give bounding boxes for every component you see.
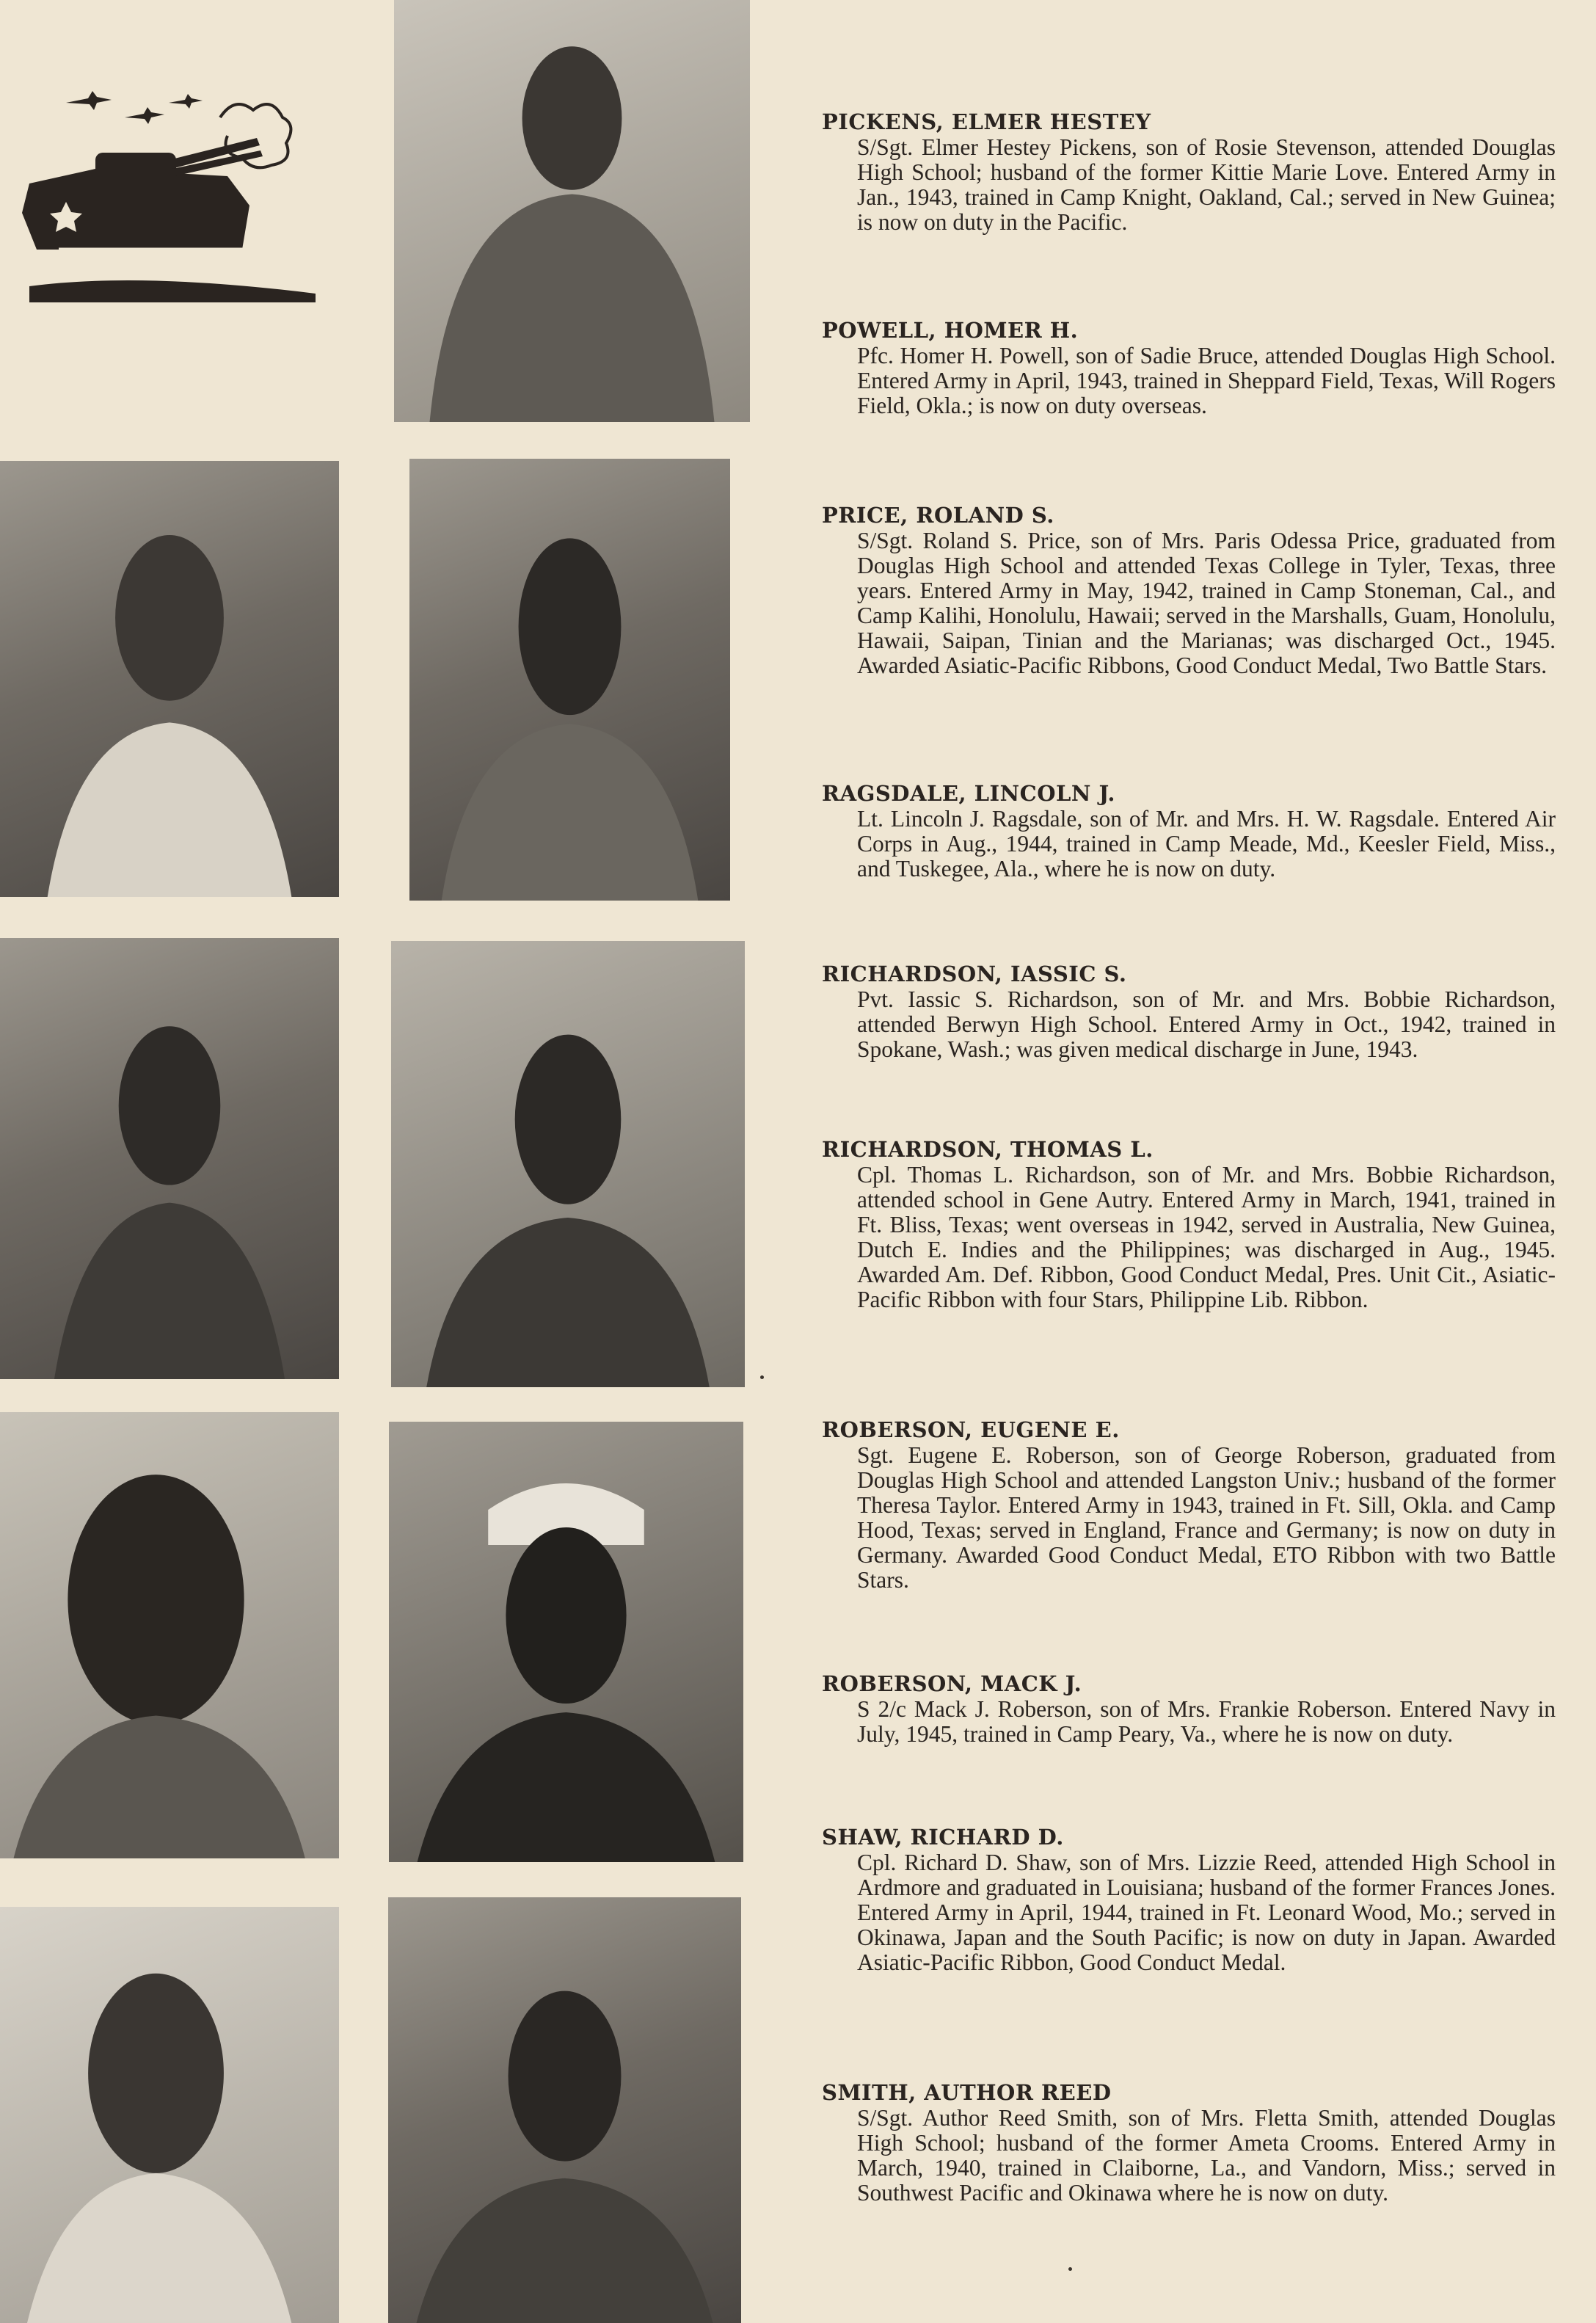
photo-roberson-eugene — [391, 941, 745, 1387]
entry-name: SHAW, RICHARD D. — [822, 1825, 1064, 1850]
entry-text: Lt. Lincoln J. Ragsdale, son of Mr. and Mrs. H. W. Ragsdale. Entered Air Corps in Aug., 1944, trained in Camp Meade, Md., Keesler Field, Miss., and Tuskegee, Ala., where he is now on duty. — [857, 806, 1556, 881]
entry-name: PRICE, ROLAND S. — [822, 503, 1054, 528]
entry-text: Pvt. Iassic S. Richardson, son of Mr. and Mrs. Bobbie Richardson, attended Berwyn High School. Entered Army in Oct., 1942, trained in Spokane, Wash.; was given medical discharge in June, 1943. — [857, 986, 1556, 1062]
photo-ragsdale — [0, 938, 339, 1379]
tank-icon — [15, 73, 316, 316]
entry-pickens — [822, 109, 1556, 235]
entry-richardson-iassic — [822, 961, 1556, 1062]
entry-price — [822, 502, 1556, 678]
entry-roberson-eugene — [822, 1417, 1556, 1593]
print-speck — [760, 1375, 764, 1379]
entry-smith — [822, 2079, 1556, 2206]
print-speck — [1068, 2267, 1072, 2271]
entry-name: ROBERSON, MACK J. — [822, 1671, 1082, 1696]
entry-text: Cpl. Thomas L. Richardson, son of Mr. and Mrs. Bobbie Richardson, attended school in Gene Autry. Entered Army in March, 1941, trained in Ft. Bliss, Texas; went overseas in 1942, served in Australia, New Guinea, Dutch E. Indies and the Philippines; was discharged in Aug., 1945. Awarded Am. Def. Ribbon, Good Conduct Medal, Pres. Unit Cit., Asiatic-Pacific Ribbon with four Stars, Philippine Lib. Ribbon. — [857, 1162, 1556, 1312]
entry-name: RAGSDALE, LINCOLN J. — [822, 781, 1116, 806]
entry-text: S 2/c Mack J. Roberson, son of Mrs. Frankie Roberson. Entered Navy in July, 1945, trained in Camp Peary, Va., where he is now on duty. — [857, 1696, 1556, 1747]
entry-text: S/Sgt. Roland S. Price, son of Mrs. Paris Odessa Price, graduated from Douglas High School and attended Texas College in Tyler, Texas, three years. Entered Army in May, 1942, trained in Camp Stoneman, Cal., and Camp Kalihi, Honolulu, Hawaii; served in the Marshalls, Guam, Honolulu, Hawaii, Saipan, Tinian and the Marianas; was discharged Oct., 1945. Awarded Asiatic-Pacific Ribbons, Good Conduct Medal, Two Battle Stars. — [857, 528, 1556, 678]
entry-name: RICHARDSON, THOMAS L. — [822, 1137, 1154, 1162]
portrait-icon — [409, 459, 730, 901]
entry-name: POWELL, HOMER H. — [822, 318, 1079, 343]
entry-name: PICKENS, ELMER HESTEY — [822, 109, 1151, 134]
photo-roberson-mack — [389, 1422, 743, 1862]
entry-ragsdale — [822, 780, 1556, 881]
entry-text: S/Sgt. Author Reed Smith, son of Mrs. Fletta Smith, attended Douglas High School; husband of the former Ameta Crooms. Entered Army in March, 1940, trained in Claiborne, La., and Vandorn, Miss.; served in Southwest Pacific and Okinawa where he is now on duty. — [857, 2105, 1556, 2206]
entry-powell — [822, 317, 1556, 418]
portrait-icon — [0, 461, 339, 897]
entry-text: S/Sgt. Elmer Hestey Pickens, son of Rosie Stevenson, attended Douıglas High School; husband of the former Kittie Marie Love. Entered Army in Jan., 1943, trained in Camp Knight, Oakland, Cal.; served in New Guinea; is now on duty in the Pacific. — [857, 134, 1556, 235]
portrait-icon — [0, 1412, 339, 1858]
portrait-icon — [388, 1897, 741, 2323]
portrait-icon — [391, 941, 745, 1387]
entry-roberson-mack — [822, 1671, 1556, 1747]
photo-richardson-iassic — [0, 1412, 339, 1858]
photo-powell — [409, 459, 730, 901]
portrait-icon — [394, 0, 750, 422]
entry-richardson-thomas — [822, 1136, 1556, 1312]
entry-name: SMITH, AUTHOR REED — [822, 2080, 1112, 2105]
portrait-icon — [0, 938, 339, 1379]
photo-richardson-thomas — [0, 1907, 339, 2323]
entry-text: Sgt. Eugene E. Roberson, son of George Roberson, graduated from Douglas High School and attended Langston Univ.; husband of the former Theresa Taylor. Entered Army in 1943, trained in Ft. Sill, Okla. and Camp Hood, Texas; served in England, France and Germany; is now on duty in Germany. Awarded Good Conduct Medal, ETO Ribbon with two Battle Stars. — [857, 1442, 1556, 1593]
portrait-icon — [389, 1422, 743, 1862]
photo-price — [0, 461, 339, 897]
entry-text: Cpl. Richard D. Shaw, son of Mrs. Lizzie Reed, attended High School in Ardmore and graduated in Louisiana; husband of the former Frances Jones. Entered Army in April, 1944, trained in Ft. Leonard Wood, Mo.; served in Okinawa, Japan and the South Pacific; is now on duty in Japan. Awarded Asiatic-Pacific Ribbon, Good Conduct Medal. — [857, 1850, 1556, 1975]
portrait-icon — [0, 1907, 339, 2323]
photo-pickens — [394, 0, 750, 422]
entry-name: RICHARDSON, IASSIC S. — [822, 961, 1127, 986]
entry-shaw — [822, 1824, 1556, 1975]
entry-text: Pfc. Homer H. Powell, son of Sadie Bruce, attended Douglas High School. Entered Army in April, 1943, trained in Sheppard Field, Texas, Will Rogers Field, Okla.; is now on duty overseas. — [857, 343, 1556, 418]
entry-name: ROBERSON, EUGENE E. — [822, 1417, 1120, 1442]
photo-shaw — [388, 1897, 741, 2323]
